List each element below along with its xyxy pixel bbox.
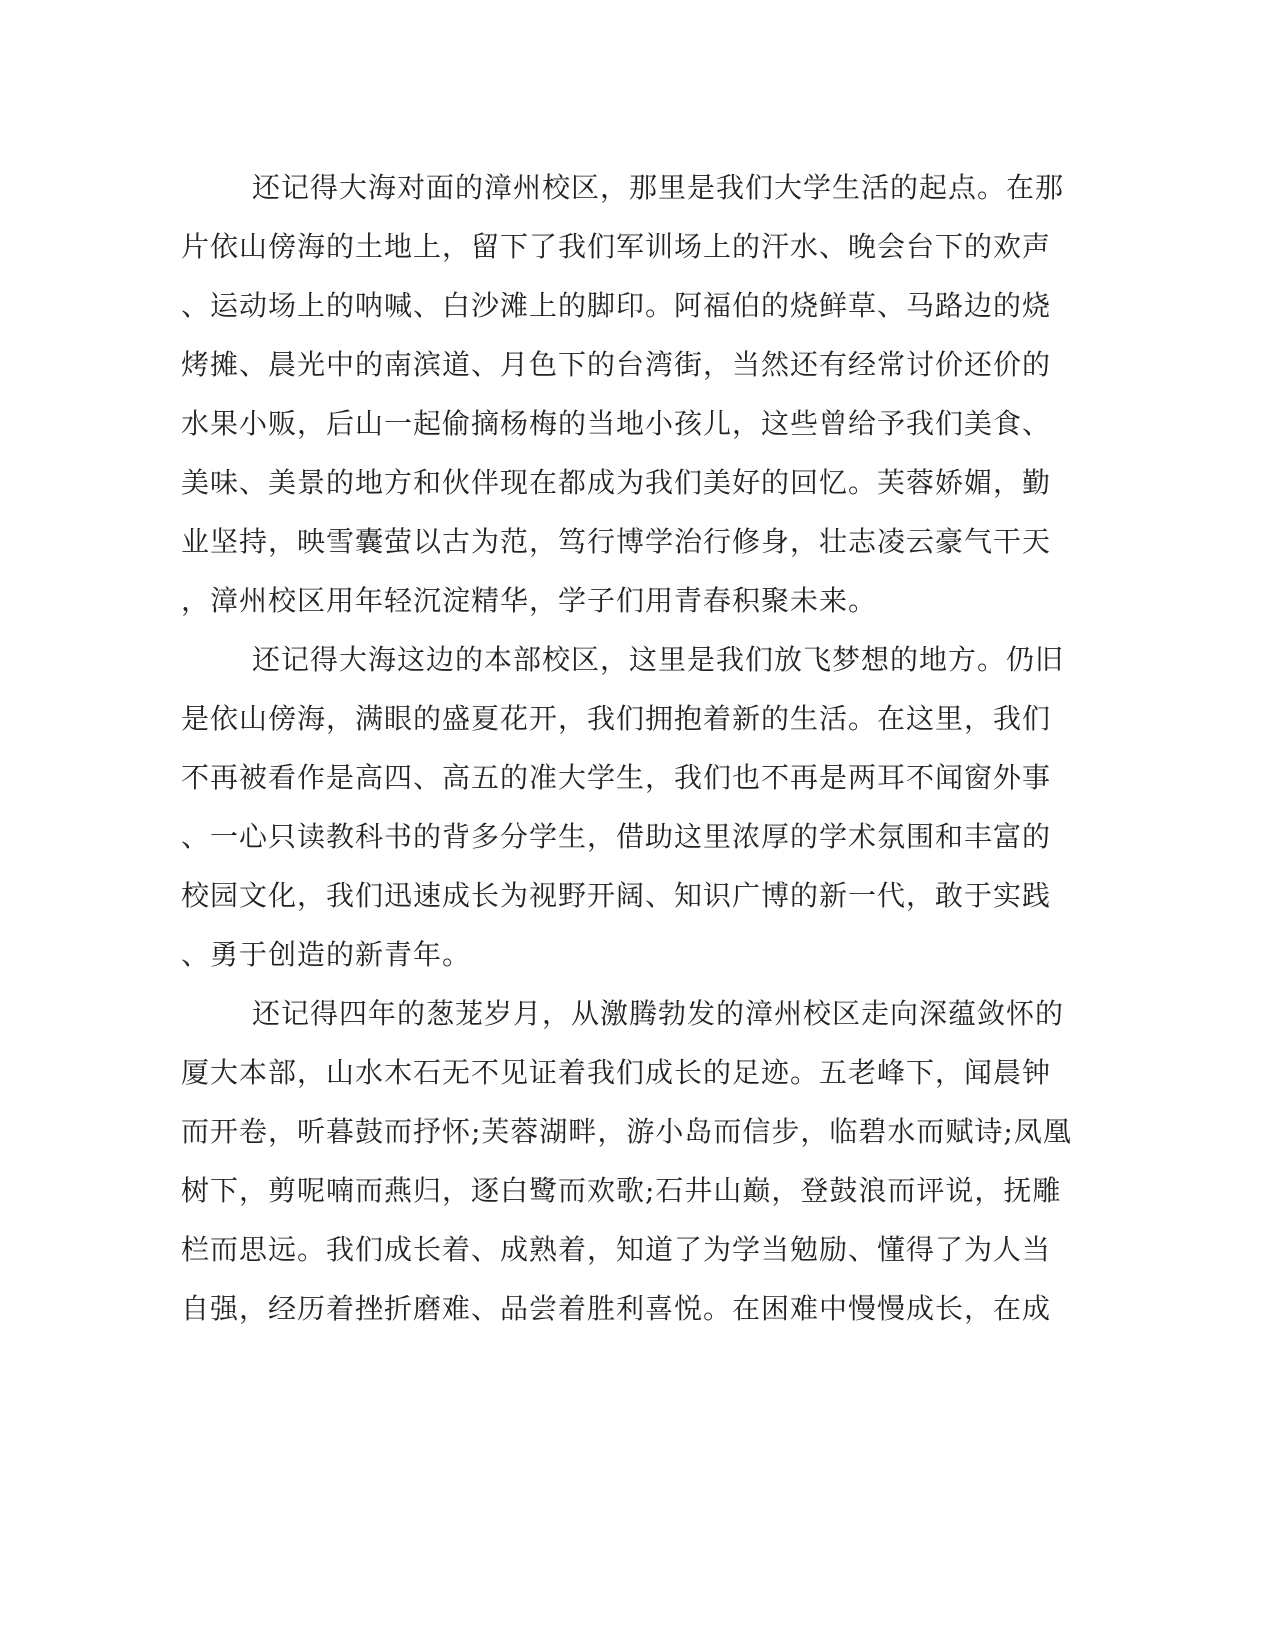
paragraph-2-line-6: 、勇于创造的新青年。 [181,938,472,971]
paragraph-1-line-7: 业坚持，映雪囊萤以古为范，笃行博学治行修身，壮志凌云豪气干天 [181,525,1052,558]
paragraph-1-line-6: 美味、美景的地方和伙伴现在都成为我们美好的回忆。芙蓉娇媚，勤 [181,466,1052,499]
paragraph-3-line-4: 树下，剪呢喃而燕归，逐白鹭而欢歌;石井山巅，登鼓浪而评说，抚雕 [181,1174,1062,1207]
paragraph-2-line-2: 是依山傍海，满眼的盛夏花开，我们拥抱着新的生活。在这里，我们 [181,702,1052,735]
paragraph-1-line-2: 片依山傍海的土地上，留下了我们军训场上的汗水、晚会台下的欢声 [181,230,1052,263]
paragraph-1-line-4: 烤摊、晨光中的南滨道、月色下的台湾街，当然还有经常讨价还价的 [181,348,1052,381]
paragraph-2-line-5: 校园文化，我们迅速成长为视野开阔、知识广博的新一代，敢于实践 [181,879,1052,912]
body-text [181,158,1072,1338]
paragraph-1-line-8: ，漳州校区用年轻沉淀精华，学子们用青春积聚未来。 [181,584,878,617]
paragraph-1-line-5: 水果小贩，后山一起偷摘杨梅的当地小孩儿，这些曾给予我们美食、 [181,407,1052,440]
paragraph-2-line-4: 、一心只读教科书的背多分学生，借助这里浓厚的学术氛围和丰富的 [181,820,1052,853]
paragraph-3-line-3: 而开卷，听暮鼓而抒怀;芙蓉湖畔，游小岛而信步，临碧水而赋诗;凤凰 [181,1115,1072,1148]
paragraph-1-line-3: 、运动场上的呐喊、白沙滩上的脚印。阿福伯的烧鲜草、马路边的烧 [181,289,1052,322]
paragraph-3-line-5: 栏而思远。我们成长着、成熟着，知道了为学当勉励、懂得了为人当 [181,1233,1052,1266]
paragraph-3-line-6: 自强，经历着挫折磨难、品尝着胜利喜悦。在困难中慢慢成长，在成 [181,1292,1052,1325]
paragraph-3-line-2: 厦大本部，山水木石无不见证着我们成长的足迹。五老峰下，闻晨钟 [181,1056,1052,1089]
paragraph-1-line-1: 还记得大海对面的漳州校区，那里是我们大学生活的起点。在那 [252,171,1065,204]
paragraph-2-line-1: 还记得大海这边的本部校区，这里是我们放飞梦想的地方。仍旧 [252,643,1065,676]
paragraph-3-line-1: 还记得四年的葱茏岁月，从激腾勃发的漳州校区走向深蕴敛怀的 [252,997,1065,1030]
paragraph-2-line-3: 不再被看作是高四、高五的准大学生，我们也不再是两耳不闻窗外事 [181,761,1052,794]
